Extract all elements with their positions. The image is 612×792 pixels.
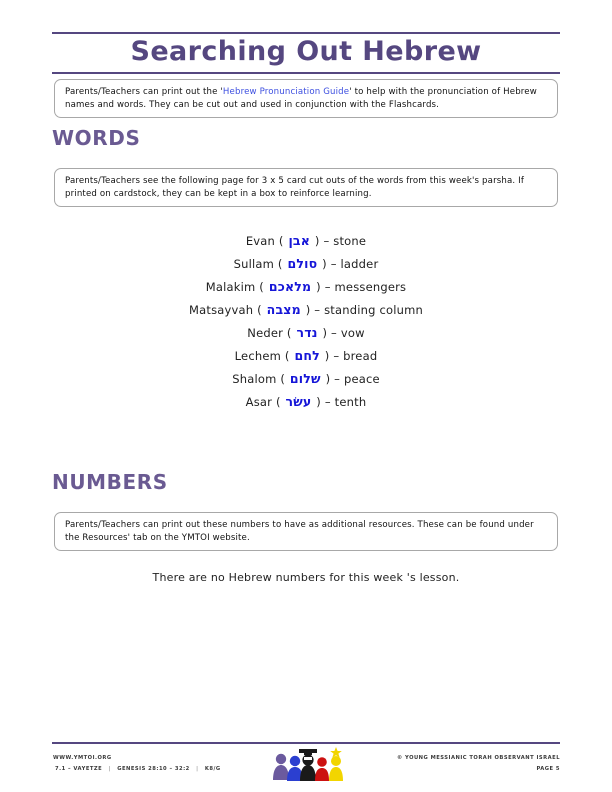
footer-separator-1: |: [108, 766, 111, 772]
page-title: Searching Out Hebrew: [130, 36, 482, 67]
word-open-paren: (: [283, 326, 296, 340]
word-transliteration: Shalom: [232, 372, 277, 386]
word-open-paren: (: [281, 349, 294, 363]
numbers-callout: [54, 512, 558, 551]
logo-figure-black: [299, 749, 317, 781]
word-transliteration: Matsayvah: [188, 303, 254, 317]
word-open-paren: (: [272, 395, 285, 409]
header-bottom-rule: [52, 72, 560, 74]
word-close-paren: ): [321, 372, 335, 386]
footer-lesson: 7.1 – VAYETZE: [55, 766, 103, 772]
word-close-paren: ): [312, 280, 325, 294]
word-close-paren: ): [312, 395, 325, 409]
word-list-item: [52, 390, 560, 413]
words-callout-text: Parents/Teachers see the following page for 3 x 5 card cut outs of the words from this week's parsha. If printed on cardstock, they can be kept in a box to reinforce learning.: [65, 176, 525, 199]
word-list-item: [52, 344, 560, 367]
word-list-item: [52, 321, 560, 344]
word-gloss: tenth: [334, 395, 367, 409]
word-transliteration: Lechem: [234, 349, 282, 363]
word-hebrew: שלום: [289, 371, 321, 386]
footer-website[interactable]: WWW.YMTOI.ORG: [53, 755, 112, 761]
word-dash: –: [324, 280, 335, 294]
word-list-item: [52, 275, 560, 298]
ymtoi-logo: [268, 746, 346, 784]
word-open-paren: (: [276, 372, 289, 386]
word-open-paren: (: [253, 303, 266, 317]
footer-reference: GENESIS 28:10 – 32:2: [117, 766, 190, 772]
footer-rule: [52, 742, 560, 744]
footer-audience: K8/G: [204, 766, 221, 772]
logo-figure-yellow: [329, 747, 343, 781]
logo-figure-purple: [273, 754, 289, 780]
word-dash: –: [331, 326, 341, 340]
intro-text-before: Parents/Teachers can print out the ': [65, 87, 223, 97]
word-list-item: [52, 252, 560, 275]
word-dash: –: [323, 234, 334, 248]
word-open-paren: (: [274, 257, 287, 271]
word-transliteration: Malakim: [205, 280, 256, 294]
footer-right-block: [397, 753, 560, 775]
word-list-item: [52, 229, 560, 252]
hebrew-word-list: [52, 229, 560, 413]
word-hebrew: לחם: [294, 348, 320, 363]
words-callout: [54, 168, 558, 207]
footer-left-block: [53, 753, 223, 775]
intro-callout: [54, 79, 558, 118]
word-gloss: vow: [340, 326, 365, 340]
word-gloss: bread: [343, 349, 378, 363]
word-gloss: messengers: [334, 280, 407, 294]
footer-copyright: © YOUNG MESSIANIC TORAH OBSERVANT ISRAEL: [397, 755, 560, 761]
word-close-paren: ): [320, 349, 334, 363]
word-list-item: [52, 367, 560, 390]
word-dash: –: [333, 349, 344, 363]
word-hebrew: מלאכם: [268, 279, 312, 294]
word-transliteration: Sullam: [233, 257, 275, 271]
word-gloss: stone: [333, 234, 367, 248]
word-list-item: [52, 298, 560, 321]
word-hebrew: נדר: [296, 325, 318, 340]
word-hebrew: אבן: [288, 233, 311, 248]
word-hebrew: סולם: [287, 256, 318, 271]
intro-callout-text: [65, 86, 548, 111]
word-transliteration: Asar: [245, 395, 273, 409]
word-close-paren: ): [301, 303, 315, 317]
word-dash: –: [324, 395, 335, 409]
intro-text-after: ' to help with the pronunciation of Hebrew names and words. They can be cut out and used in conjunction with the Flashcards.: [65, 87, 537, 110]
word-close-paren: ): [311, 234, 324, 248]
word-hebrew: מצבה: [266, 302, 301, 317]
section-heading-numbers: NUMBERS: [52, 470, 168, 494]
footer-lesson-line: [53, 764, 223, 775]
numbers-callout-text: Parents/Teachers can print out these numbers to have as additional resources. These can be found under the Resources' tab on the YMTOI website.: [65, 520, 534, 543]
word-dash: –: [334, 372, 344, 386]
word-open-paren: (: [255, 280, 268, 294]
word-close-paren: ): [318, 257, 331, 271]
word-transliteration: Neder: [247, 326, 284, 340]
footer-separator-2: |: [196, 766, 199, 772]
hebrew-pronunciation-guide-link[interactable]: Hebrew Pronunciation Guide: [222, 87, 350, 97]
no-numbers-note: There are no Hebrew numbers for this week 's lesson.: [152, 571, 460, 584]
footer-page-number: PAGE 5: [536, 766, 560, 772]
logo-figure-red: [315, 757, 329, 781]
word-gloss: standing column: [324, 303, 424, 317]
word-close-paren: ): [318, 326, 332, 340]
word-gloss: peace: [343, 372, 380, 386]
word-gloss: ladder: [340, 257, 379, 271]
word-dash: –: [314, 303, 325, 317]
word-hebrew: עשׂר: [285, 394, 312, 409]
word-dash: –: [330, 257, 341, 271]
section-heading-words: WORDS: [52, 126, 141, 150]
word-transliteration: Evan: [245, 234, 276, 248]
word-open-paren: (: [275, 234, 288, 248]
